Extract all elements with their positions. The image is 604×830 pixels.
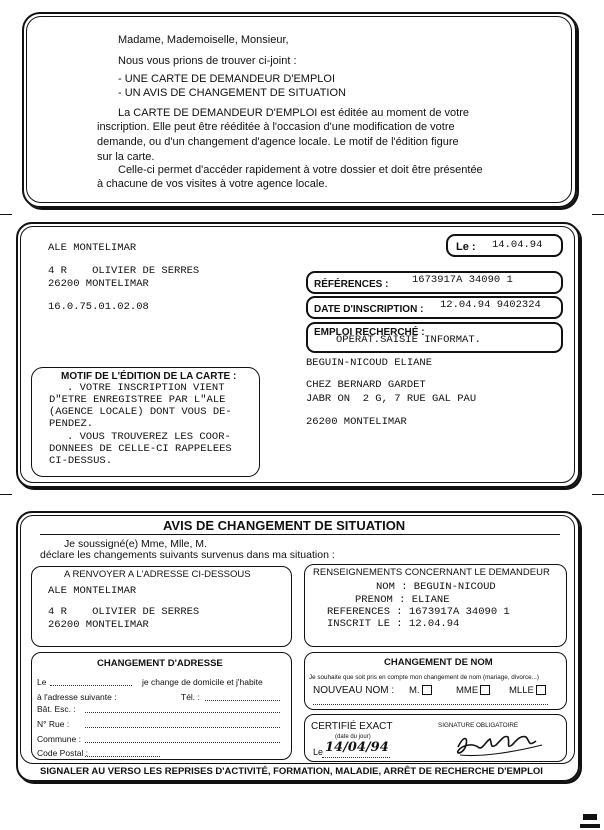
- references-value: 1673917A 34090 1: [412, 274, 513, 286]
- letter-bullet-carte: - UNE CARTE DE DEMANDEUR D'EMPLOI: [118, 73, 336, 85]
- addr-rue-label: N° Rue :: [37, 719, 70, 729]
- nom-text: Je souhaite que soit pris en compte mon changement de nom (mariage, divorce...): [309, 674, 539, 681]
- declare-line2: déclare les changements suivants survenus dans ma situation :: [40, 549, 335, 561]
- addr-tel-label: Tél. :: [181, 692, 200, 702]
- letter-para1-line1: La CARTE DE DEMANDEUR D'EMPLOI est éditée au moment de votre: [118, 107, 469, 119]
- cut-mark: [592, 214, 604, 215]
- avis-title: AVIS DE CHANGEMENT DE SITUATION: [163, 518, 406, 533]
- letter-para2-line2: à chacune de vos visites à votre agence locale.: [97, 178, 328, 190]
- rens-nom: NOM : BEGUIN-NICOUD: [376, 581, 496, 593]
- page-corner-mark: [583, 814, 597, 820]
- renseignements-title: RENSEIGNEMENTS CONCERNANT LE DEMANDEUR: [313, 567, 550, 578]
- references-label: RÉFÉRENCES :: [314, 279, 389, 290]
- letter-para2-line1: Celle-ci permet d'accéder rapidement à votre dossier et doit être présentée: [118, 164, 483, 176]
- holder-address-line2: JABR ON 2 G, 7 RUE GAL PAU: [306, 393, 477, 405]
- return-address-line1: 4 R OLIVIER DE SERRES: [48, 606, 200, 618]
- addr-date-input[interactable]: [50, 685, 132, 686]
- nom-nouveau-label: NOUVEAU NOM :: [313, 685, 395, 696]
- certifie-le-label: Le: [313, 747, 324, 757]
- nom-option-mlle-label: MLLE: [509, 685, 534, 696]
- certifie-date-hint: (date du jour): [335, 734, 371, 740]
- signature-tail: [460, 745, 542, 756]
- nom-option-mlle[interactable]: [509, 685, 546, 696]
- certifie-title: CERTIFIÉ EXACT: [311, 721, 393, 732]
- letter-para1-line4: sur la carte.: [97, 151, 155, 163]
- return-title: A RENVOYER A L'ADRESSE CI-DESSOUS: [64, 569, 251, 580]
- addr-cp-input[interactable]: [85, 756, 160, 757]
- holder-name: BEGUIN-NICOUD ELIANE: [306, 357, 433, 369]
- nom-nouveau-input[interactable]: [313, 704, 548, 705]
- motif-line2: D"ETRE ENREGISTREE PAR L"ALE: [49, 394, 226, 406]
- date-value: 14.04.94: [492, 239, 543, 251]
- agency-address-line2: 26200 MONTELIMAR: [48, 278, 149, 290]
- motif-line4: PENDEZ.: [49, 418, 94, 430]
- rens-prenom: PRENOM : ELIANE: [355, 594, 450, 606]
- agency-name: ALE MONTELIMAR: [48, 242, 137, 254]
- motif-line1: . VOTRE INSCRIPTION VIENT: [67, 382, 225, 394]
- emploi-label: EMPLOI RECHERCHÉ :: [314, 327, 425, 338]
- motif-line7: CI-DESSUS.: [49, 455, 113, 467]
- inscription-label: DATE D'INSCRIPTION :: [314, 304, 424, 315]
- page-corner-mark-2: [580, 824, 600, 828]
- addr-cp-label: Code Postal :: [37, 748, 89, 758]
- addr-text1: je change de domicile et j'habite: [142, 677, 263, 687]
- nom-option-mme-label: MME: [456, 685, 479, 696]
- changement-nom-title: CHANGEMENT DE NOM: [384, 657, 493, 668]
- cut-mark: [592, 494, 604, 495]
- letter-para1-line2: inscription. Elle peut être rééditée à l'occasion d'une modification de votre: [97, 121, 455, 133]
- addr-bat-input[interactable]: [85, 712, 280, 713]
- nom-option-mme[interactable]: [456, 685, 490, 696]
- signature-label: SIGNATURE OBLIGATOIRE: [438, 722, 519, 729]
- letter-bullet-avis: - UN AVIS DE CHANGEMENT DE SITUATION: [118, 87, 346, 99]
- motif-line6: DONNEES DE CELLE-CI RAPPELEES: [49, 443, 232, 455]
- date-label: Le :: [456, 241, 476, 253]
- agency-phone: 16.0.75.01.02.08: [48, 301, 149, 313]
- addr-commune-label: Commune :: [37, 734, 81, 744]
- cut-mark: [0, 494, 12, 495]
- signature-stroke: [458, 736, 536, 753]
- inscription-value: 12.04.94 9402324: [440, 299, 541, 311]
- declare-line1: Je soussigné(e) Mme, Mlle, M.: [64, 538, 207, 550]
- nom-mme-checkbox[interactable]: [480, 685, 490, 695]
- signature-scribble[interactable]: [450, 727, 550, 761]
- addr-le-label: Le: [37, 677, 47, 687]
- addr-bat-label: Bât. Esc. :: [37, 704, 76, 714]
- letter-greeting: Madame, Mademoiselle, Monsieur,: [118, 34, 289, 46]
- nom-option-m[interactable]: [409, 685, 432, 696]
- motif-line3: (AGENCE LOCALE) DONT VOUS DE-: [49, 406, 232, 418]
- letter-para1-line3: demande, ou d'un changement d'agence locale. Le motif de l'édition figure: [97, 136, 459, 148]
- avis-footer: SIGNALER AU VERSO LES REPRISES D'ACTIVITÉ, FORMATION, MALADIE, ARRÊT DE RECHERCHE D'EMPLOI: [40, 766, 543, 777]
- changement-adresse-title: CHANGEMENT D'ADRESSE: [97, 658, 223, 669]
- addr-text2: à l'adresse suivante :: [37, 692, 117, 702]
- rens-references: REFERENCES : 1673917A 34090 1: [327, 606, 510, 618]
- cut-mark: [0, 214, 12, 215]
- addr-tel-input[interactable]: [205, 700, 280, 701]
- addr-rue-input[interactable]: [85, 727, 280, 728]
- nom-m-checkbox[interactable]: [422, 685, 432, 695]
- emploi-value: OPERAT.SAISIE INFORMAT.: [336, 334, 481, 346]
- nom-mlle-checkbox[interactable]: [536, 685, 546, 695]
- return-name: ALE MONTELIMAR: [48, 585, 137, 597]
- certifie-date-line: [322, 757, 390, 758]
- avis-title-underline: [40, 534, 560, 535]
- holder-address-line3: 26200 MONTELIMAR: [306, 416, 407, 428]
- letter-intro: Nous vous prions de trouver ci-joint :: [118, 55, 297, 67]
- rens-inscrit: INSCRIT LE : 12.04.94: [327, 618, 460, 630]
- addr-commune-input[interactable]: [85, 742, 280, 743]
- agency-address-line1: 4 R OLIVIER DE SERRES: [48, 265, 200, 277]
- holder-address-line1: CHEZ BERNARD GARDET: [306, 379, 426, 391]
- return-address-line2: 26200 MONTELIMAR: [48, 619, 149, 631]
- motif-line5: . VOUS TROUVEREZ LES COOR-: [67, 431, 231, 443]
- nom-option-m-label: M.: [409, 685, 420, 696]
- motif-title: MOTIF DE L'ÉDITION DE LA CARTE :: [61, 371, 237, 382]
- certifie-date-handwritten[interactable]: 14/04/94: [325, 740, 389, 755]
